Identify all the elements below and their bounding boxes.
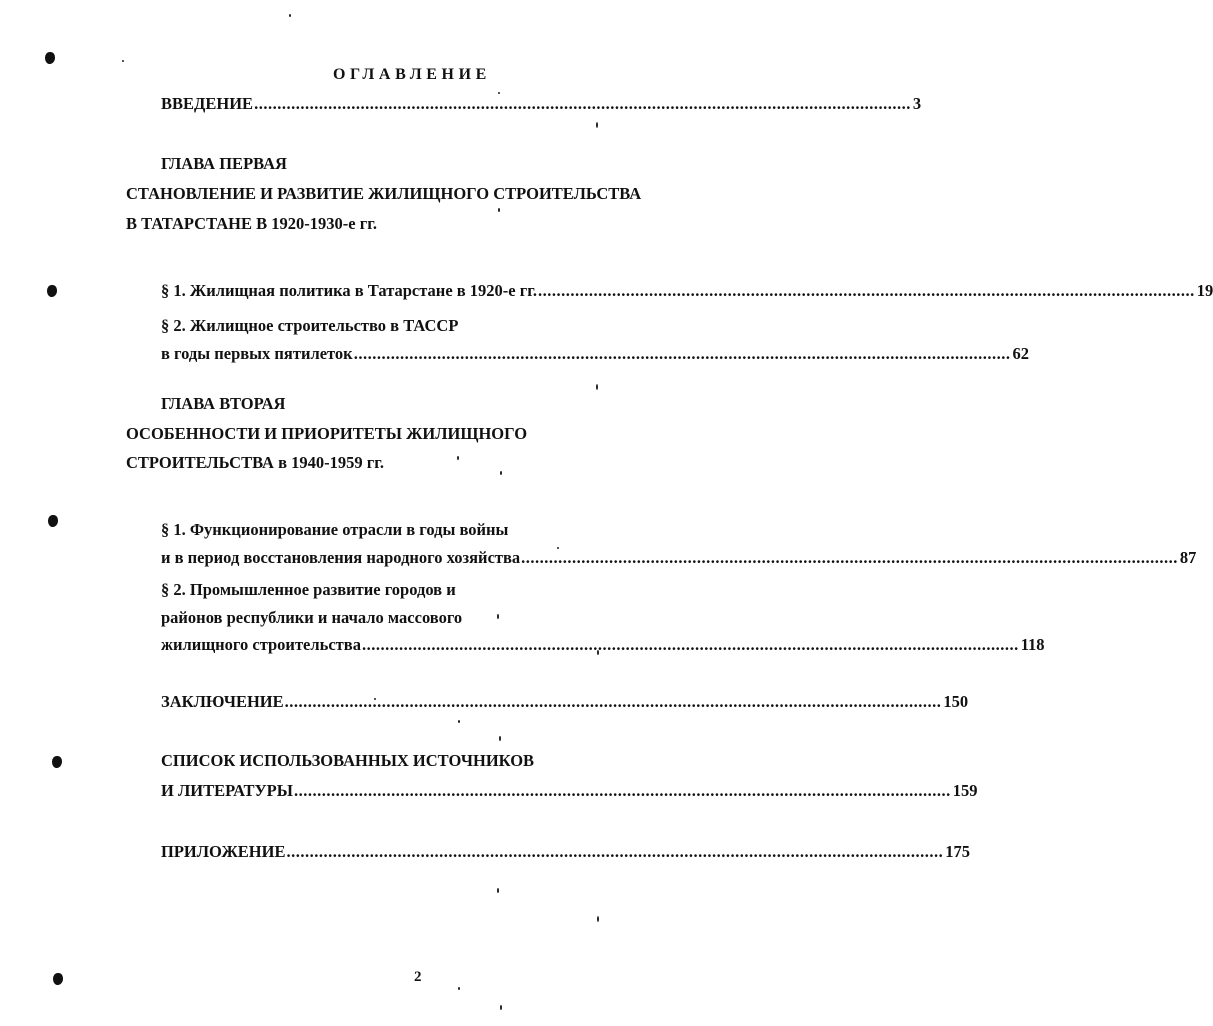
- entry-label: ВВЕДЕНИЕ: [161, 94, 254, 113]
- chapter-heading: ГЛАВА ПЕРВАЯ: [161, 154, 287, 173]
- chapter-title-line: СТРОИТЕЛЬСТВА в 1940-1959 гг.: [126, 453, 384, 472]
- scan-speck: [500, 471, 502, 475]
- scan-speck: [457, 456, 459, 460]
- punch-hole: [48, 515, 58, 527]
- entry-label: § 1. Жилищная политика в Татарстане в 1920-е гг.: [161, 281, 537, 300]
- toc-entry-section[interactable]: [161, 344, 1029, 364]
- scan-speck: [499, 736, 501, 741]
- entry-label: ПРИЛОЖЕНИЕ: [161, 842, 286, 861]
- leader-dots: ..............................................................................................................................................: [361, 635, 1019, 654]
- leader-dots: ..............................................................................................................................................: [254, 94, 911, 113]
- scan-speck: [597, 916, 599, 922]
- entry-label: и в период восстановления народного хозяйства: [161, 548, 521, 567]
- scan-speck: [596, 122, 598, 128]
- page-number: 62: [1012, 344, 1029, 363]
- punch-hole: [53, 973, 63, 985]
- section-label-line: СПИСОК ИСПОЛЬЗОВАННЫХ ИСТОЧНИКОВ: [161, 751, 535, 770]
- toc-title: ОГЛАВЛЕНИЕ: [333, 66, 491, 83]
- scan-speck: [497, 888, 499, 893]
- toc-entry-sources[interactable]: [161, 781, 978, 801]
- scan-speck: [122, 60, 124, 62]
- punch-hole: [45, 52, 55, 64]
- page-number: 118: [1020, 635, 1045, 654]
- chapter-title-line: СТАНОВЛЕНИЕ И РАЗВИТИЕ ЖИЛИЩНОГО СТРОИТЕЛЬСТВА: [126, 184, 642, 203]
- page-number: 150: [943, 692, 969, 711]
- scan-speck: [497, 614, 499, 619]
- chapter-title-line: ОСОБЕННОСТИ И ПРИОРИТЕТЫ ЖИЛИЩНОГО: [126, 424, 528, 443]
- punch-hole: [52, 756, 62, 768]
- page-number: 159: [952, 781, 978, 800]
- chapter-heading: ГЛАВА ВТОРАЯ: [161, 394, 286, 413]
- scan-speck: [500, 1005, 502, 1010]
- leader-dots: ..............................................................................................................................................: [538, 281, 1195, 300]
- section-label-line: § 2. Жилищное строительство в ТАССР: [161, 316, 459, 335]
- scan-speck: [596, 384, 598, 390]
- page-number: 19: [1196, 281, 1213, 300]
- leader-dots: ..............................................................................................................................................: [293, 781, 951, 800]
- leader-dots: ..............................................................................................................................................: [521, 548, 1178, 567]
- page-number: 3: [912, 94, 922, 113]
- scan-speck: [498, 208, 500, 212]
- toc-entry-appendix[interactable]: [161, 842, 970, 862]
- toc-entry-section[interactable]: [161, 281, 1213, 301]
- leader-dots: ..............................................................................................................................................: [284, 692, 942, 711]
- entry-label: ЗАКЛЮЧЕНИЕ: [161, 692, 284, 711]
- footer-page-number: 2: [414, 969, 422, 985]
- toc-entry-conclusion[interactable]: [161, 692, 969, 712]
- section-label-line: § 1. Функционирование отрасли в годы войны: [161, 520, 509, 539]
- chapter-title-line: В ТАТАРСТАНЕ В 1920-1930-е гг.: [126, 214, 377, 233]
- leader-dots: ..............................................................................................................................................: [353, 344, 1011, 363]
- entry-label: жилищного строительства: [161, 635, 361, 654]
- page-number: 87: [1179, 548, 1197, 567]
- scan-speck: [289, 14, 291, 17]
- punch-hole: [47, 285, 57, 297]
- toc-entry-introduction[interactable]: [161, 94, 922, 114]
- section-label-line: районов республики и начало массового: [161, 608, 463, 627]
- entry-label: в годы первых пятилеток: [161, 344, 353, 363]
- toc-entry-section[interactable]: [161, 548, 1197, 568]
- toc-entry-section[interactable]: [161, 635, 1045, 655]
- scan-speck: [458, 720, 460, 723]
- section-label-line: § 2. Промышленное развитие городов и: [161, 580, 456, 599]
- leader-dots: ..............................................................................................................................................: [286, 842, 944, 861]
- page-number: 175: [945, 842, 970, 861]
- scan-speck: [458, 987, 460, 990]
- entry-label: И ЛИТЕРАТУРЫ: [161, 781, 293, 800]
